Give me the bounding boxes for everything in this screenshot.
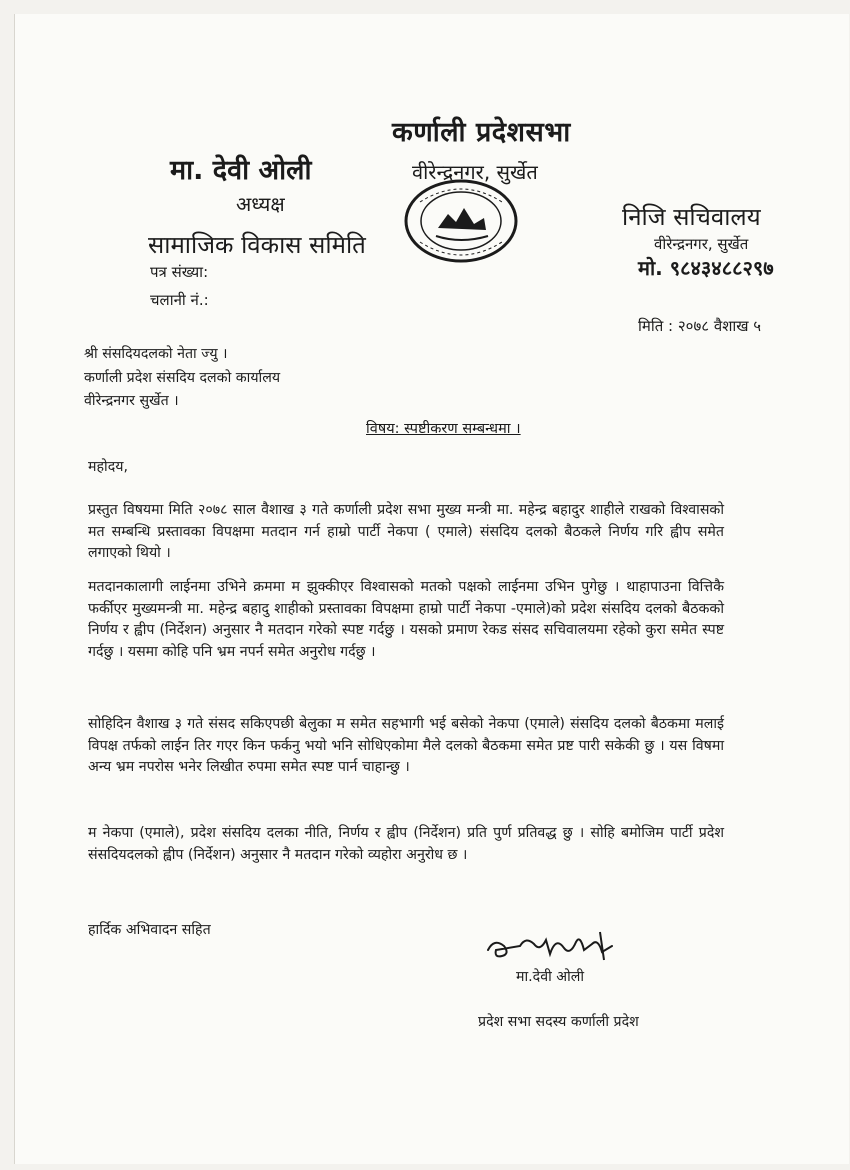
closing-greeting: हार्दिक अभिवादन सहित [88, 922, 211, 938]
designation: अध्यक्ष [236, 192, 285, 216]
recipient-line-1: श्री संसदियदलको नेता ज्यु । [84, 346, 228, 362]
body-paragraph-3: सोहिदिन वैशाख ३ गते संसद सकिएपछी बेलुका म समेत सहभागी भई बसेको नेकपा (एमाले) संसदिय दलको बैठकमा मलाई विपक्ष तर्फको लाईन तिर गएर किन फर्कनु भयो भनि सोधिएकोमा मैले दलको बैठकमा समेत प्रष्ट पारी सकेकी छु । यस विषमा अन्य भ्रम नपरोस भनेर लिखीत रुपमा समेत स्पष्ट पार्न चाहान्छु । [88, 716, 724, 775]
recipient-line-3: वीरेन्द्रनगर सुर्खेत । [84, 393, 179, 409]
member-name: मा. देवी ओली [170, 155, 312, 186]
private-secretariat: निजि सचिवालय [622, 203, 761, 231]
body-paragraph-1: प्रस्तुत विषयमा मिति २०७८ साल वैशाख ३ गते कर्णाली प्रदेश सभा मुख्य मन्त्री मा. महेन्द्र बहादुर शाहीले राखको विश्वासको मत सम्बन्धि प्रस्तावका विपक्षमा मतदान गर्न हाम्रो पार्टी नेकपा ( एमाले) संसदिय दलको बैठकले निर्णय गरि ह्वीप समेत लगाएको थियो । [88, 502, 724, 561]
letter-date: मिति : २०७८ वैशाख ५ [638, 317, 762, 335]
signatory-name: मा.देवी ओली [516, 969, 585, 985]
letter-number-label: पत्र संख्या: [150, 263, 209, 281]
phone-number: मो. ९८४३४८८२९७ [638, 256, 774, 280]
subject-line: विषय: स्पष्टीकरण सम्बन्धमा । [366, 421, 521, 437]
assembly-emblem-icon [402, 178, 520, 264]
recipient-line-2: कर्णाली प्रदेश संसदिय दलको कार्यालय [84, 370, 281, 386]
signatory-title: प्रदेश सभा सदस्य कर्णाली प्रदेश [478, 1014, 639, 1030]
assembly-title: कर्णाली प्रदेशसभा [392, 117, 571, 148]
signature-icon [480, 926, 630, 966]
secretariat-location: वीरेन्द्रनगर, सुर्खेत [654, 235, 749, 253]
assembly-location: वीरेन्द्रनगर, सुर्खेत [412, 160, 538, 184]
salutation: महोदय, [88, 459, 128, 475]
body-paragraph-4: म नेकपा (एमाले), प्रदेश संसदिय दलका नीति, निर्णय र ह्वीप (निर्देशन) प्रति पुर्ण प्रतिवद्ध छु । सोहि बमोजिम पार्टी प्रदेश संसदियदलको ह्वीप (निर्देशन) अनुसार नै मतदान गरेको व्यहोरा अनुरोध छ । [88, 825, 724, 863]
body-paragraph-2: मतदानकालागी लाईनमा उभिने क्रममा म झुक्कीएर विश्वासको मतको पक्षको लाईनमा उभिन पुगेछु । थाहापाउना वित्तिकै फर्कीएर मुख्यमन्त्री मा. महेन्द्र बहादु शाहीको प्रस्तावका विपक्षमा हाम्रो पार्टी नेकपा -एमाले)को प्रदेश संसदिय दलको बैठकको निर्णय र ह्वीप (निर्देशन) अनुसार नै मतदान गरेको स्पष्ट गर्दछु । यसको प्रमाण रेकड संसद सचिवालयमा रहेको कुरा समेत स्पष्ट गर्दछु । यसमा कोहि पनि भ्रम नपर्न समेत अनुरोध गर्दछु । [88, 579, 724, 660]
committee-name: सामाजिक विकास समिति [148, 231, 366, 259]
dispatch-number-label: चलानी नं.: [150, 291, 209, 309]
